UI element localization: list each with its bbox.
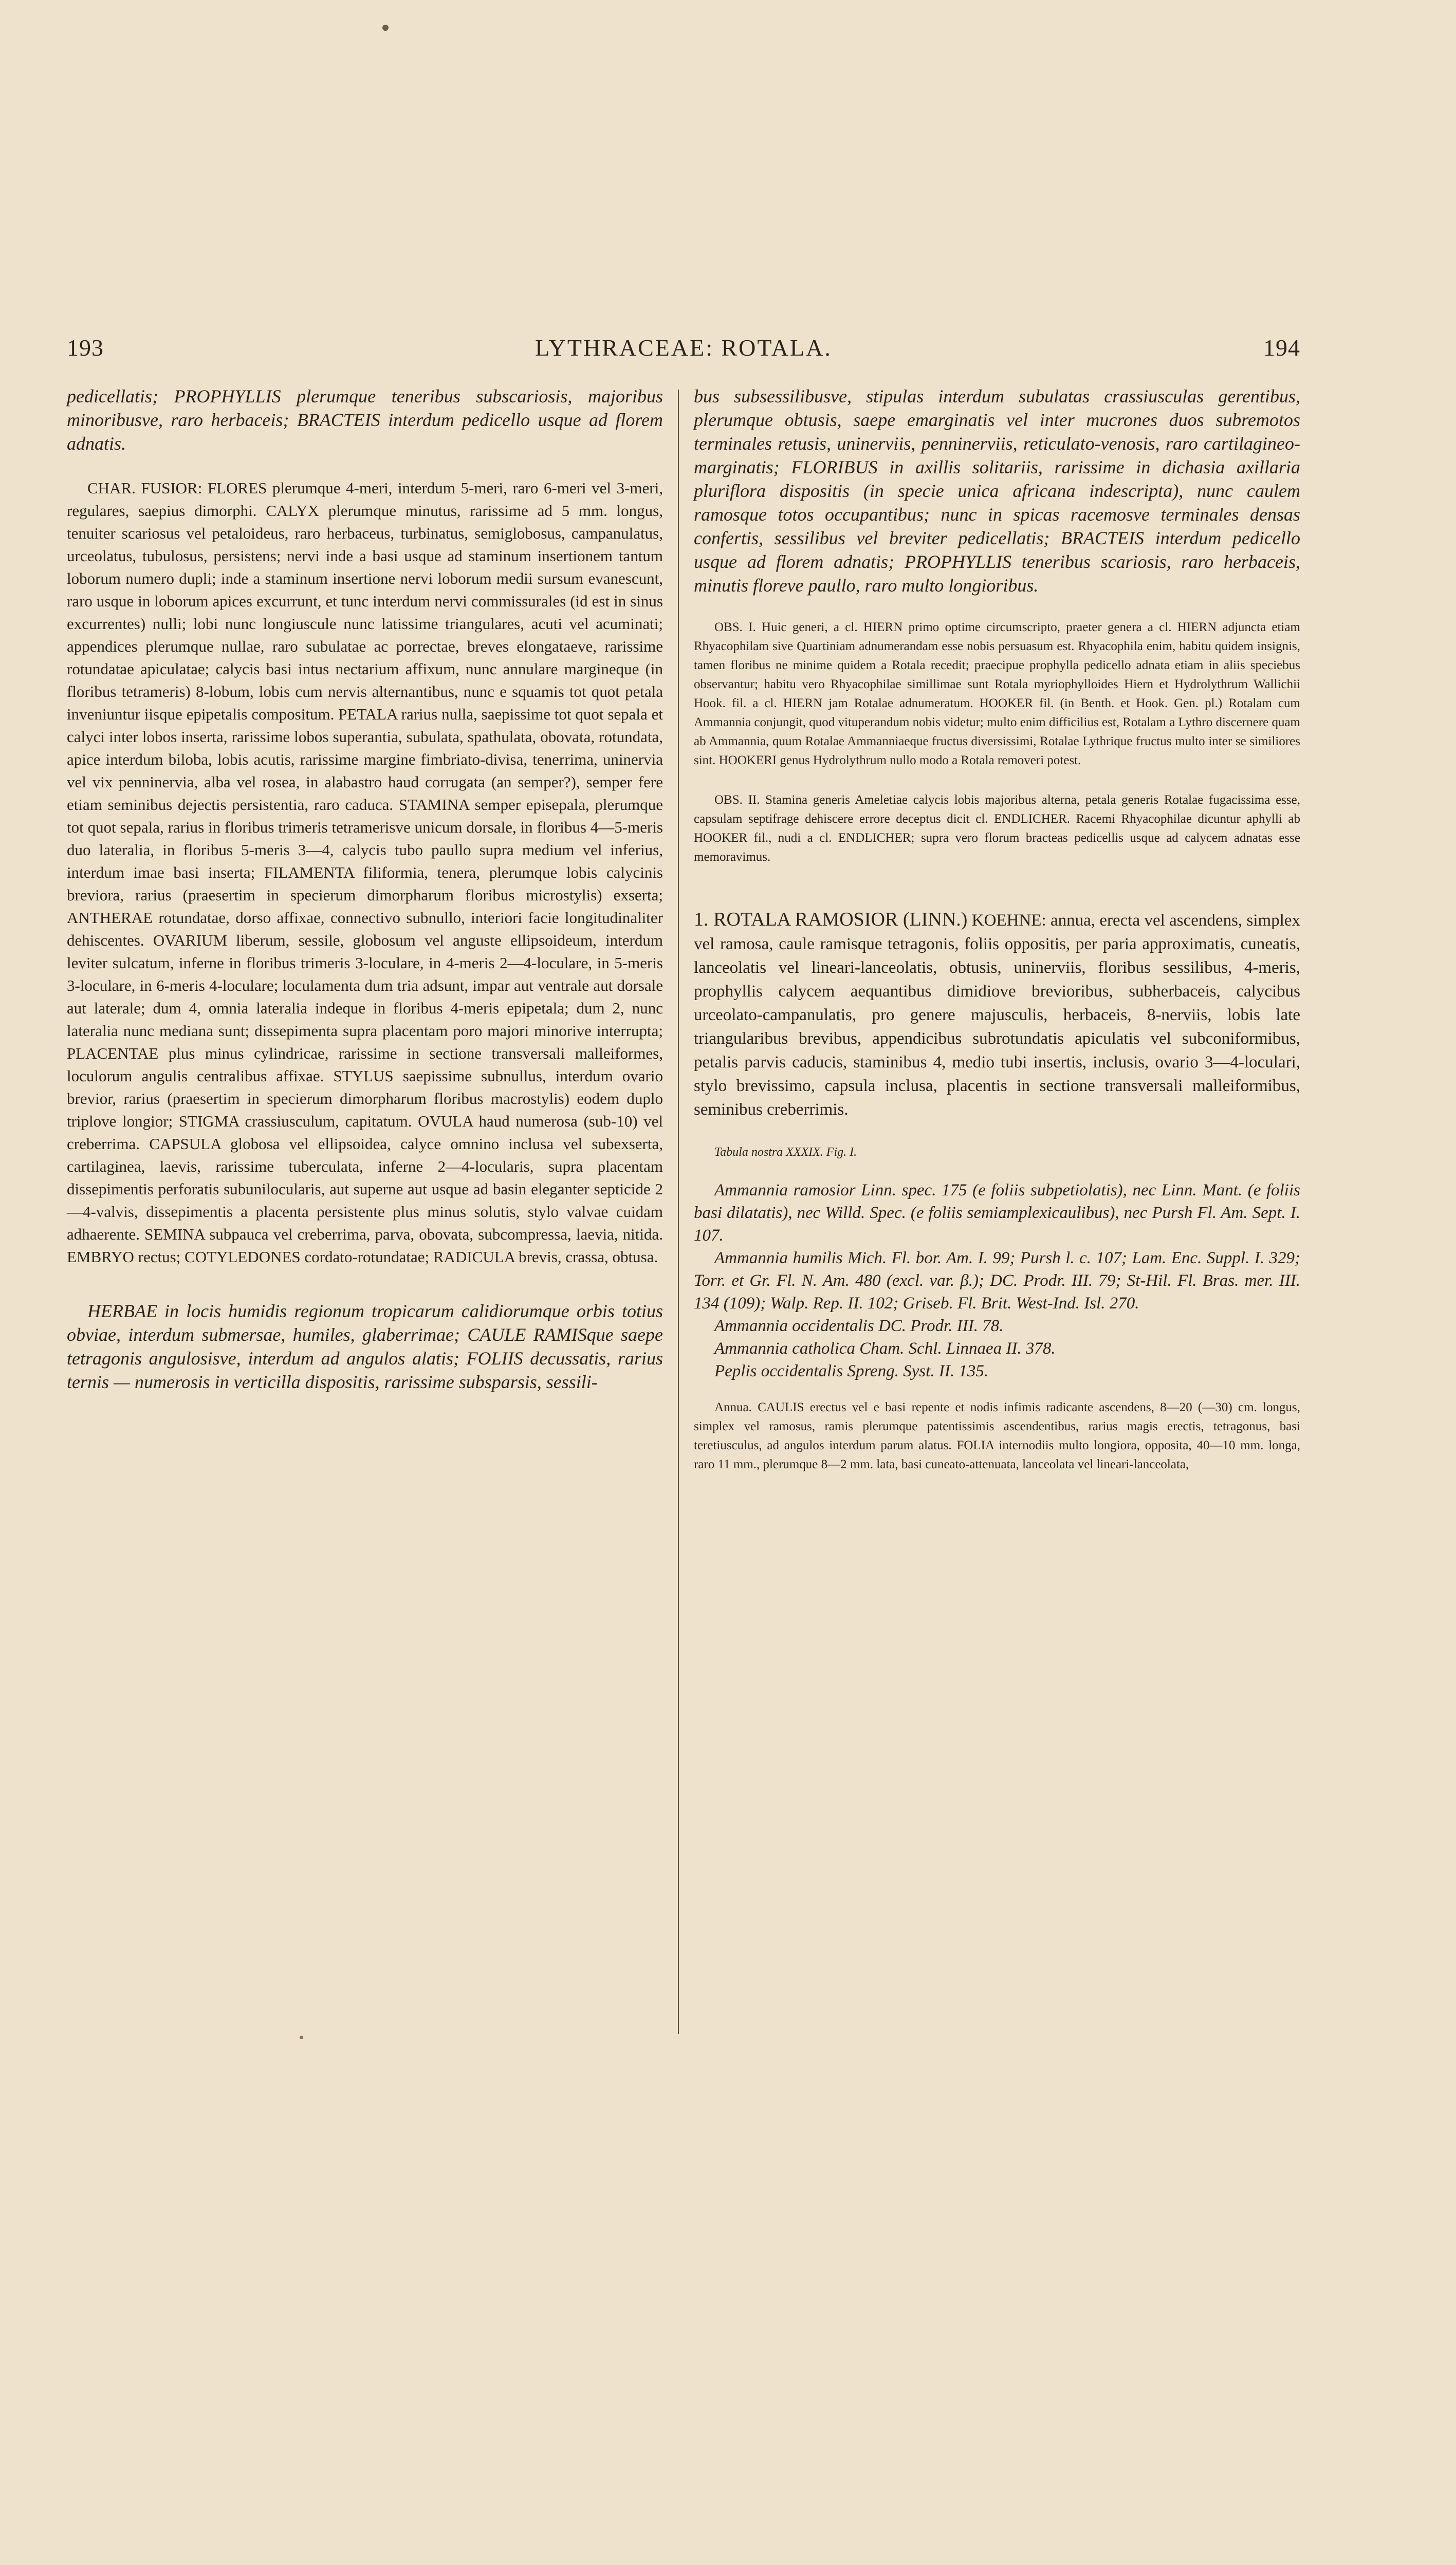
genus-characters: CHAR. FUSIOR: FLORES plerumque 4-meri, interdum 5-meri, raro 6-meri vel 3-meri, regulares, saepius dimorphi. CALYX plerumque minutus, rarissime ad 5 mm. longus, tenuiter scariosus vel petaloideus, raro herbaceus, turbinatus, semiglobosus, campanulatus, urceolatus, tubulosus, persistens; nervi inde a basi usque ad staminum insertionem tantum loborum numero dupli; inde a staminum insertione nervi loborum medii sursum evanescunt, raro usque in loborum apices excurrunt, et tunc interdum nervi commissurales (id est in sinus excurrentes) nulli; lobi nunc longiuscule nunc latissime triangulares, acuti vel acuminati; appendices plerumque nullae, raro subulatae ac porrectae, breves elongataeve, rarissime rotundatae apiculatae; calycis basi intus nectarium affixum, nunc annulare margineque (in floribus tetrameris) 8-lobum, lobis cum nervis alternantibus, nunc e squamis tot quot petala inveniuntur iisque epipetalis compositum. PETALA rarius nulla, saepissime tot quot sepala et calyci inter lobos inserta, rarissime lobos superantia, subulata, spathulata, obovata, rotundata, apice interdum biloba, lobis acutis, rarissime margine fimbriato-divisa, tenerrima, uninervia vel vix penninervia, alba vel rosea, in alabastro haud corrugata (an semper?), semper fere etiam seminibus dejectis persistentia, raro caduca. STAMINA semper episepala, plerumque tot quot sepala, rarius in floribus trimeris tetramerisve unicum dorsale, in floribus 4—5-meris duo lateralia, in floribus 5-meris 3—4, calycis tubo paullo supra medium vel inferius, interdum imae basi inserta; FILAMENTA filiformia, tenera, plerumque lobis calycinis breviora, rarius (praesertim in specierum dimorpharum floribus microstylis) exserta; ANTHERAE rotundatae, dorso affixae, connectivo subnullo, interiori facie longitudinaliter dehiscentes. OVARIUM liberum, sessile, globosum vel anguste ellipsoideum, interdum leviter sulcatum, inferne in floribus trimeris 3-loculare, in 4-meris 2—4-loculare, in 5-meris 3-loculare, in 6-meris 4-loculare; loculamenta dum tria adsunt, impar aut ventrale aut dorsale aut laterale; dum 4, omnia lateralia indeque in floribus 4-meris epipetala; dum 2, nunc lateralia nunc mediana sunt; dissepimenta supra placentam poro majori minorive interrupta; PLACENTAE plus minus cylindricae, rarissime in sectione transversali malleiformes, loculorum angulis centralibus affixae. STYLUS saepissime subnullus, interdum ovario brevior, rarius (praesertim in specierum dimorpharum floribus macrostylis) eodem duplo triplove longior; STIGMA crassiusculum, capitatum. OVULA haud numerosa (sub-10) vel creberrima. CAPSULA globosa vel ellipsoidea, calyce omnino inclusa vel subexserta, cartilaginea, laevis, rarissime tuberculata, inferne 2—4-locularis, supra placentam dissepimentis perforatis subunilocularis, aut superne aut usque ad basin eleganter septicide 2—4-valvis, dissepimentis a placenta persistente plus minus solutis, stylo valvae cuidam adhaerente. SEMINA subpauca vel creberrima, parva, obovata, subcompressa, laevia, nitida. EMBRYO rectus; COTYLEDONES cordato-rotundatae; RADICULA brevis, crassa, obtusa. xyxy=(67,479,663,1266)
ink-dot xyxy=(300,2036,303,2039)
species-author: KOEHNE: xyxy=(971,911,1046,930)
species-entry xyxy=(694,908,1300,1121)
ink-dot xyxy=(382,25,389,31)
page-number-left: 193 xyxy=(67,335,104,361)
habitat-paragraph: HERBAE in locis humidis regionum tropicarum calidiorumque orbis totius obviae, interdum submersae, humiles, glaberrimae; CAULE RAMISque saepe tetragonis angulosisve, interdum ad angulos alatis; FOLIIS decussatis, rarius ternis — numerosis in verticilla dispositis, rarissime subsparsis, sessili- xyxy=(67,1301,663,1392)
description-paragraph: Annua. CAULIS erectus vel e basi repente et nodis infimis radicante ascendens, 8—20 (—30) cm. longus, simplex vel ramosus, ramis plerumque patentissimis ascendentibus, rarius magis erectis, tetragonus, basi teretiusculus, ad angulos interdum parum alatus. FOLIA internodiis multo longiora, opposita, 40—10 mm. longa, raro 11 mm., plerumque 8—2 mm. lata, basi cuneato-attenuata, lanceolata vel lineari-lanceolata, xyxy=(694,1400,1300,1471)
synonym: Ammannia occidentalis DC. Prodr. III. 78. xyxy=(714,1317,1004,1335)
observation-2: OBS. II. Stamina generis Ameletiae calycis lobis majoribus alterna, petala generis Rotalae fugacissima esse, capsulam septifrage dehiscere errore deceptus dicit cl. ENDLICHER. Racemi Rhyacophilae dicuntur aphylli ab HOOKER fil., nudi a cl. ENDLICHER; supra vero florum bracteas pedicellis usque ad calycem adnatas esse memoravimus. xyxy=(694,793,1300,864)
species-name: 1. ROTALA RAMOSIOR (LINN.) xyxy=(694,909,968,930)
synonym: Ammannia catholica Cham. Schl. Linnaea II. 378. xyxy=(714,1339,1056,1358)
species-description: annua, erecta vel ascendens, simplex vel ramosa, caule ramisque tetragonis, foliis oppositis, per paria approximatis, cuneatis, lanceolatis vel lineari-lanceolatis, obtusis, uninerviis, floribus sessilibus, 4-meris, prophyllis calycem aequantibus dimidiove brevioribus, subherbaceis, calycibus urceolato-campanulatis, pro genere majusculis, herbaceis, 8-nerviis, lobis late triangularibus brevibus, appendicibus subrotundatis apiculatis vel subconiformibus, petalis parvis caducis, staminibus 4, medio tubi insertis, inclusis, ovario 3—4-loculari, stylo brevissimo, capsula inclusa, placentis in sectione transversali malleiformibus, seminibus creberrimis. xyxy=(694,911,1301,1119)
observation-1: OBS. I. Huic generi, a cl. HIERN primo optime circumscripto, praeter genera a cl. HIERN adjuncta etiam Rhyacophilam sive Quartiniam adnumerandam esse nobis persuasum est. Rhyacophila enim, habitu quidem insignis, tamen floribus ne minime quidem a Rotala recedit; praecipue prophylla pedicello adnata etiam in aliis speciebus observantur; habitu vero Rhyacophilae simillimae sunt Rotala myriophylloides Hiern et Hydrolythrum Wallichii Hook. fil. a cl. HIERN jam Rotalae adnumeratum. HOOKER fil. (in Benth. et Hook. Gen. pl.) Rotalam cum Ammannia conjungit, quod vituperandum nobis videtur; multo enim difficilius est, Rotalam a Lythro discernere quam ab Ammannia, quum Rotalae Ammanniaeque fructus diversissimi, Rotalae Lythrique fructus multo inter se similiores sint. HOOKERI genus Hydrolythrum nullo modo a Rotala removeri potest. xyxy=(694,620,1300,767)
synonym: Ammannia ramosior Linn. spec. 175 (e foliis subpetiolatis), nec Linn. Mant. (e foliis basi dilatatis), nec Willd. Spec. (e foliis semiamplexicaulibus), nec Pursh Fl. Am. Sept. I. 107. xyxy=(694,1181,1300,1245)
plate-reference: Tabula nostra XXXIX. Fig. I. xyxy=(714,1146,857,1159)
column-divider xyxy=(678,390,679,2034)
synonymy xyxy=(694,1179,1300,1382)
synonym: Ammannia humilis Mich. Fl. bor. Am. I. 99; Pursh l. c. 107; Lam. Enc. Suppl. I. 329; Torr. et Gr. Fl. N. Am. 480 (excl. var. β.); DC. Prodr. III. 79; St-Hil. Fl. Bras. mer. III. 134 (109); Walp. Rep. II. 102; Griseb. Fl. Brit. West-Ind. Isl. 270. xyxy=(694,1249,1300,1313)
continuation-paragraph: bus subsessilibusve, stipulas interdum subulatas crassiusculas gerentibus, plerumque obtusis, saepe emarginatis vel inter mucrones duos subremotos terminales retusis, uninerviis, penninerviis, reticulato-venosis, raro cartilagineo-marginatis; FLORIBUS in axillis solitariis, rarissime in dichasia axillaria pluriflora dispositis (in specie unica africana indescripta), nunc caulem ramosque totos occupantibus; nunc in spicas racemosve terminales densas confertis, sessilibus vel breviter pedicellatis; BRACTEIS interdum pedicello usque ad florem adnatis; PROPHYLLIS teneribus scariosis, raro herbaceis, minutis floreve paullo, raro multo longioribus. xyxy=(694,386,1300,596)
right-column xyxy=(694,384,1300,1474)
intro-paragraph: pedicellatis; PROPHYLLIS plerumque teneribus subscariosis, majoribus minoribusve, raro herbaceis; BRACTEIS interdum pedicello usque ad florem adnatis. xyxy=(67,386,663,454)
synonym: Peplis occidentalis Spreng. Syst. II. 135. xyxy=(714,1362,989,1380)
left-column xyxy=(67,384,663,1394)
page-number-right: 194 xyxy=(1263,335,1300,361)
running-header xyxy=(67,334,1300,370)
running-title: LYTHRACEAE: ROTALA. xyxy=(535,335,832,361)
